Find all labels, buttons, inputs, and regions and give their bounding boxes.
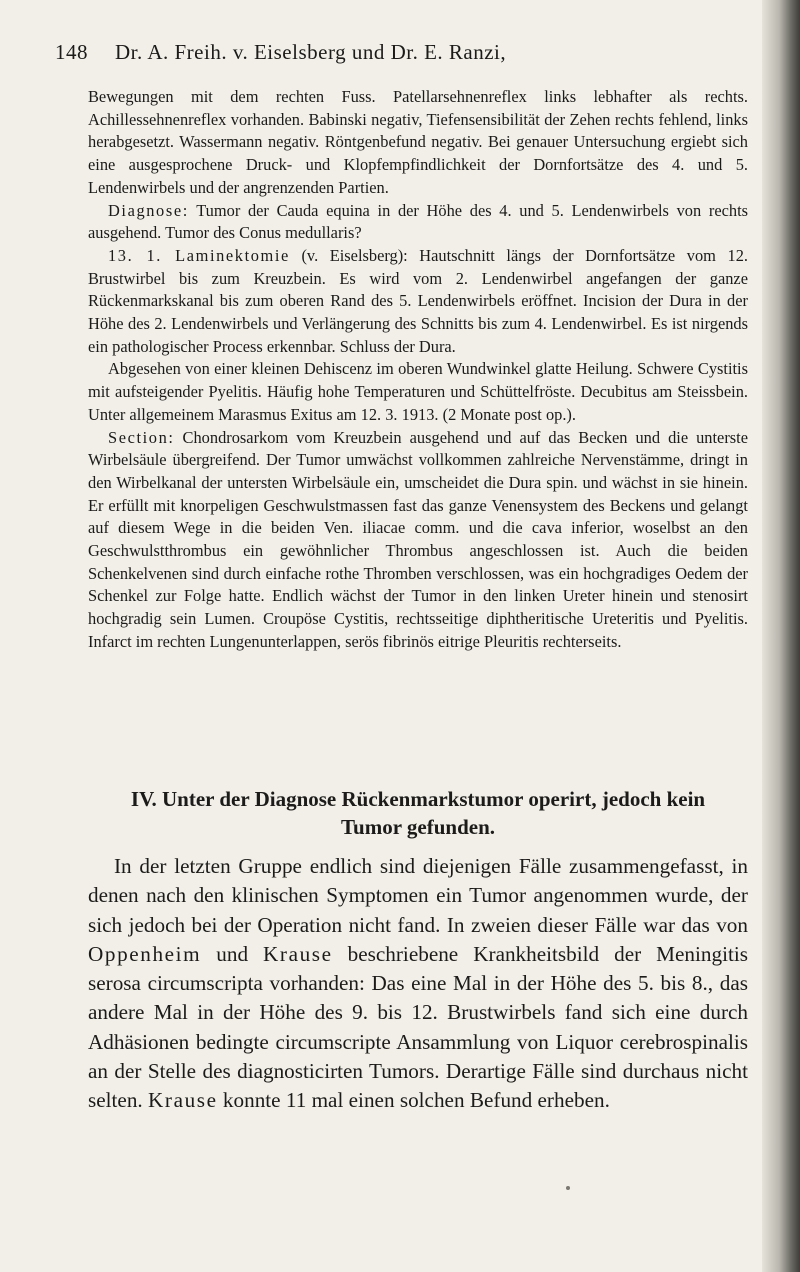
section-label: Section: — [108, 427, 175, 447]
text-run: konnte 11 mal einen solchen Befund erheben. — [217, 1088, 610, 1113]
text-run: beschriebene Krankheitsbild der Meningitis serosa circumscripta vorhanden: Das eine Mal in der Höhe des 5. bis 8., das andere Mal in der Höhe des 9. bis 12. Brustwirbels fand sich eine durch Adhäsionen bedingte circumscripte Ansammlung von Liquor cerebrospinalis an der Stelle des diagnosticirten Tumors. Derartige Fälle sind durchaus nicht selten. — [88, 941, 748, 1113]
page-speck — [566, 1186, 570, 1190]
text-run: und — [201, 941, 264, 966]
paragraph-section — [88, 427, 748, 654]
operation-label: 13. 1. Laminektomie — [108, 245, 290, 265]
page-number: 148 — [55, 40, 88, 64]
body-text-large — [88, 852, 748, 1116]
running-header — [55, 40, 745, 70]
section-heading — [88, 785, 748, 841]
paragraph-group-iv — [88, 852, 748, 1116]
paragraph-diagnosis — [88, 200, 748, 245]
author-name: Krause — [148, 1088, 218, 1113]
page-edge-shadow — [762, 0, 800, 1272]
diagnosis-label: Diagnose: — [108, 200, 189, 220]
diagnosis-text: Tumor der Cauda equina in der Höhe des 4. und 5. Lendenwirbels von rechts ausgehend. Tumor des Conus medullaris? — [88, 200, 748, 243]
heading-line-1: IV. Unter der Diagnose Rückenmarkstumor operirt, jedoch kein — [130, 787, 706, 811]
heading-line-2: Tumor gefunden. — [340, 815, 496, 839]
author-name: Oppenheim — [88, 941, 202, 966]
paragraph-operation — [88, 245, 748, 359]
case-report-block — [88, 86, 748, 654]
text-run: In der letzten Gruppe endlich sind diejenigen Fälle zusammengefasst, in denen nach den klinischen Symptomen ein Tumor angenommen wurde, der sich jedoch bei der Operation nicht fand. In zweien dieser Fälle war das von — [88, 854, 748, 937]
paragraph-course: Abgesehen von einer kleinen Dehiscenz im oberen Wundwinkel glatte Heilung. Schwere Cystitis mit aufsteigender Pyelitis. Häufig hohe Temperaturen und Schüttelfröste. Decubitus am Steissbein. Unter allgemeinem Marasmus Exitus am 12. 3. 1913. (2 Monate post op.). — [88, 359, 748, 424]
running-title: Dr. A. Freih. v. Eiselsberg und Dr. E. Ranzi, — [115, 40, 507, 64]
paragraph-findings: Bewegungen mit dem rechten Fuss. Patellarsehnenreflex links lebhafter als rechts. Achillessehnenreflex vorhanden. Babinski negativ, Tiefensensibilität der Zehen rechts fehlend, links herabgesetzt. Wassermann negativ. Röntgenbefund negativ. Bei genauer Untersuchung ergiebt sich eine ausgesprochene Druck- und Klopfempfindlichkeit der Dornfortsätze des 4. und 5. Lendenwirbels und der angrenzenden Partien. — [88, 87, 748, 197]
operation-text: (v. Eiselsberg): Hautschnitt längs der Dornfortsätze vom 12. Brustwirbel bis zum Kreuzbein. Es wird vom 2. Lendenwirbel angefangen der ganze Rückenmarkskanal bis zum oberen Rand des 5. Lendenwirbels eröffnet. Incision der Dura in der Höhe des 2. Lendenwirbels und Verlängerung des Schnitts bis zum 4. Lendenwirbel. Es ist nirgends ein pathologischer Process erkennbar. Schluss der Dura. — [88, 245, 748, 356]
author-name: Krause — [263, 941, 333, 966]
section-text: Chondrosarkom vom Kreuzbein ausgehend und auf das Becken und die unterste Wirbelsäule übergreifend. Der Tumor umwächst vollkommen zahlreiche Nervenstämme, dringt in den Wirbelkanal der untersten Wirbelsäule ein, umscheidet die Dura spin. und wächst in sie hinein. Er erfüllt mit knorpeligen Geschwulstmassen fast das ganze Venensystem des Beckens und gelangt auf diesem Wege in die beiden Ven. iliacae comm. und die cava inferior, woselbst an den Geschwulstthrombus ein gewöhnlicher Thrombus angeschlossen ist. Auch die beiden Schenkelvenen sind durch einfache rothe Thromben verschlossen, was ein hochgradiges Oedem der Schenkel zur Folge hatte. Endlich wächst der Tumor in den linken Ureter hinein und stenosirt hochgradig sein Lumen. Croupöse Cystitis, rechtsseitige diphtheritische Ureteritis und Pyelitis. Infarct im rechten Lungenunterlappen, serös fibrinös eitrige Pleuritis rechterseits. — [88, 427, 748, 651]
